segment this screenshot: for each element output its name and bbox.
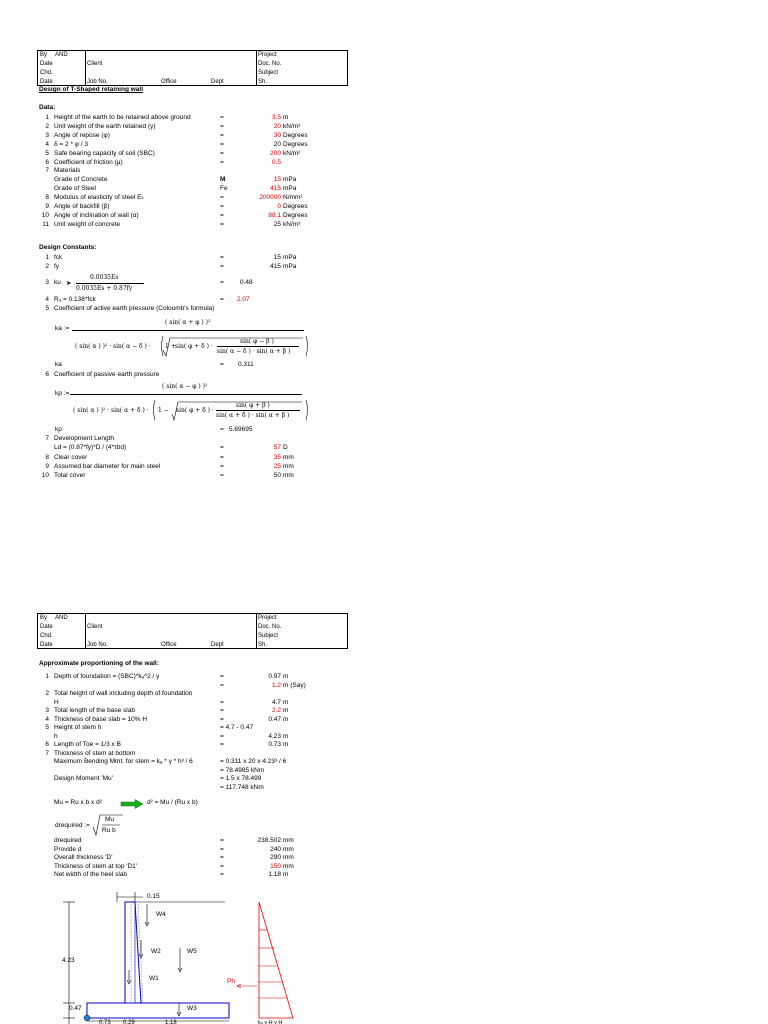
cell-n: 11 <box>42 220 49 228</box>
cell-u: m <box>283 871 289 878</box>
cell-n: 2 <box>45 122 49 130</box>
ka-numerator: ( sin( α + φ ) )² <box>165 319 211 326</box>
cell-u: mPa <box>283 185 297 193</box>
stem-dim-label: 0.29 <box>123 1020 135 1024</box>
client-label: Client <box>87 61 103 67</box>
cell-n: 7 <box>45 435 49 442</box>
cell-v: 0.47 <box>268 715 281 723</box>
w5-label: W5 <box>187 948 197 955</box>
earth-pressure-triangle <box>259 902 293 1018</box>
cell-d: Grade of Steel <box>54 185 96 193</box>
cell-n: 8 <box>45 194 49 202</box>
row-data-rows-12 <box>37 220 357 229</box>
cell-d: Height of the earth to be retained above ground <box>54 114 191 121</box>
green-arrow-icon <box>120 799 144 809</box>
ka-inner-a: sin( φ + δ ) · <box>175 343 213 350</box>
cell-d: Unit weight of concrete <box>54 220 121 228</box>
toe-pivot-point <box>84 1015 90 1021</box>
constants-heading: Design Constants: <box>39 244 97 251</box>
ka-result-eq: = <box>220 361 224 368</box>
cell-d: H <box>54 698 59 706</box>
cell-v: 1.2 <box>271 681 281 689</box>
cell-d: Modulus of elasticity of steel Eₛ <box>54 194 144 202</box>
top-dim-label: 0.15 <box>147 893 160 900</box>
row-data-rows-9 <box>37 193 357 202</box>
row-tail-rows-0 <box>37 434 357 443</box>
cell-eq: = <box>220 715 224 723</box>
client-label: Client <box>87 624 103 630</box>
cell-v: 25 <box>273 462 281 470</box>
cell-eq: M <box>220 176 226 184</box>
row-tail-rows-1 <box>37 443 357 452</box>
kp-result-value: 5.69695 <box>229 426 253 433</box>
cell-n: 2 <box>45 690 49 697</box>
docno-label: Doc. No. <box>258 61 282 67</box>
ku-denominator: 0.0035Es + 0.87fy <box>76 285 133 292</box>
cell-d: Unit weight of the earth retained (γ) <box>54 122 156 130</box>
base-dim-label: 0.47 <box>69 1005 82 1012</box>
row-data-rows-10 <box>37 202 357 211</box>
ka-result-label: ka <box>55 361 62 368</box>
row-data-rows-6 <box>37 166 357 175</box>
cell-u: m <box>283 673 289 680</box>
cell-eq: = <box>220 220 224 228</box>
w4-label: W4 <box>156 911 166 918</box>
cell-eq: = <box>220 862 224 870</box>
kp-denominator-a: ( sin( α ) )² · sin( α + δ ) · <box>73 407 149 414</box>
cell-v: 238.502 <box>257 837 281 844</box>
row-tail-rows-2 <box>37 453 357 462</box>
cell-n: 5 <box>45 724 49 731</box>
cell-u: D <box>283 444 288 452</box>
cell-v: 20 <box>273 122 281 130</box>
kp-radical-brackets <box>152 396 310 424</box>
cell-u: Degrees <box>283 131 308 139</box>
cell-v: 25 <box>273 220 281 228</box>
office-label: Office <box>161 79 177 85</box>
cell-n: 6 <box>45 741 49 748</box>
constant-row-5: 5 Coefficient of active earth pressure (Coloumb's formula) <box>45 305 215 312</box>
cell-u: m <box>283 698 289 706</box>
cell-v: 1.18 <box>268 871 281 878</box>
cell-n: 6 <box>45 158 49 166</box>
by-label: By <box>40 52 48 58</box>
docno-label: Doc. No. <box>258 624 282 630</box>
cell-eq: = <box>220 698 224 706</box>
cell-eq: = <box>220 158 224 166</box>
constant-row-6: 6 Coefficient of passive earth pressure <box>45 371 160 378</box>
cell-d: Clear cover <box>54 453 88 461</box>
sh-label: Sh. <box>258 642 268 648</box>
cell-eq: = <box>220 114 224 121</box>
ka-fraction-bar <box>72 330 304 331</box>
cell-d: Design Moment 'Mu' <box>54 775 113 782</box>
jobno-label: Job No. <box>87 79 108 85</box>
cell-d: Length of Toe = 1/3 x B <box>54 741 121 748</box>
cell-v: 200 <box>270 149 281 157</box>
cell-eq: = <box>220 472 224 480</box>
ka-lhs: ka := <box>55 325 70 332</box>
row-data-rows-5 <box>37 158 357 167</box>
cell-d: Assumed bar diameter for main steel <box>54 462 161 470</box>
constant-row-1: 1 fck = 15 mPa <box>45 254 297 261</box>
cell-u: Degrees <box>283 211 308 219</box>
cell-u: mm <box>283 854 294 861</box>
cell-d: Coefficient of friction (μ) <box>54 158 123 166</box>
cell-u: mm <box>283 845 294 853</box>
dreq-denominator: Ru b <box>102 827 116 834</box>
kp-result-eq: = <box>220 426 224 433</box>
cell-n: 7 <box>45 167 49 175</box>
cell-d: Materials <box>54 167 81 175</box>
w3-label: W3 <box>187 1005 197 1012</box>
cell-v: 0.97 <box>268 673 281 680</box>
cell-u: mm <box>283 862 294 870</box>
chd-label: Chd. <box>40 633 53 639</box>
jobno-label: Job No. <box>87 642 108 648</box>
toe-dim-label: 0.73 <box>99 1020 111 1024</box>
row-data-rows-7 <box>37 175 357 184</box>
cell-v: 57 <box>273 444 281 452</box>
by-value: AND <box>55 615 68 621</box>
cell-n: 9 <box>45 203 49 210</box>
row-tail-rows-3 <box>37 462 357 471</box>
cell-v: 15 <box>273 176 281 184</box>
cell-d: Angle of backfill (β) <box>54 203 110 210</box>
kp-result-label: kp <box>55 426 62 433</box>
base-slab <box>87 1003 229 1018</box>
height-dim-label: 4.23 <box>62 957 75 964</box>
cell-d: Provide d <box>54 845 82 853</box>
cell-u: m <box>283 741 289 748</box>
cell-v: 2.2 <box>271 707 281 714</box>
cell-eq: = <box>220 203 224 210</box>
cell-d: drequired <box>54 837 82 844</box>
ku-value: 0.48 <box>240 279 253 286</box>
row-data-rows-0 <box>37 113 357 122</box>
cell-eq: = <box>220 211 224 219</box>
cell-n: 10 <box>41 472 49 480</box>
page1-title: Design of T-Shaped retaining wall <box>39 86 144 93</box>
cell-n: 5 <box>45 149 49 157</box>
ku-numerator: 0.0035Es <box>90 274 119 281</box>
cell-n: 3 <box>45 707 49 714</box>
cell-eq: = <box>220 732 224 740</box>
page2-header-box <box>37 613 348 649</box>
cell-u: m <box>283 707 289 714</box>
cell-eq: = <box>220 194 224 202</box>
ku-eq: = <box>220 279 224 286</box>
cell-eq: = <box>220 149 224 157</box>
dreq-numerator: Mu <box>105 816 115 823</box>
cell-n: 8 <box>45 453 49 461</box>
dept-label: Dept <box>211 79 224 85</box>
cell-d: Thickness of stem at top 'D1' <box>54 862 138 870</box>
cell-v: 290 <box>270 854 281 861</box>
heel-dim-label: 1.18 <box>165 1020 177 1024</box>
d2-equation: d² = Mu / (Ru x b) <box>147 799 198 806</box>
cell-v: 0.73 <box>268 741 281 748</box>
row-data-rows-3 <box>37 140 357 149</box>
row-data-rows-2 <box>37 131 357 140</box>
ka-result-value: 0.311 <box>238 361 254 368</box>
cell-eq: = 78.4985 kNm <box>220 766 265 774</box>
cell-v: 150 <box>270 862 281 870</box>
cell-n: 3 <box>45 131 49 139</box>
kp-lhs: kp := <box>55 390 70 397</box>
cell-u: kN/m³ <box>283 122 301 130</box>
cell-d: Angle of repose (φ) <box>54 131 110 139</box>
date-label: Date <box>40 61 53 67</box>
ph-label: Ph <box>227 978 235 985</box>
kp-inner-a: sin( φ + δ ) · <box>176 407 214 414</box>
date2-label: Date <box>40 79 53 85</box>
by-value: AND <box>55 52 68 58</box>
cell-n: 7 <box>45 749 49 757</box>
cell-d: Ld = (0.87*fy)*D / (4*τbd) <box>54 444 127 452</box>
cell-v: 0.5 <box>271 158 281 166</box>
date-label: Date <box>40 624 53 630</box>
row-data-rows-1 <box>37 122 357 131</box>
cell-v: 200000 <box>259 194 281 202</box>
cell-d: Maximum Bending Mmt. for stem = kₐ * γ * h³ / 6 <box>54 758 193 765</box>
cell-d: Total height of wall including depth of foundation <box>54 690 193 697</box>
cell-eq: Fe <box>220 185 228 193</box>
ka-inner-denominator: sin( α − δ ) · sin( α + β ) <box>217 348 291 355</box>
cell-u: m <box>283 114 289 121</box>
cell-n: 4 <box>45 715 49 723</box>
cell-n: 1 <box>45 673 49 680</box>
cell-v: 0 <box>277 203 281 210</box>
row-data-rows-4 <box>37 149 357 158</box>
cell-u: kN/m² <box>283 149 301 157</box>
cell-d: Thickness of stem at bottom <box>54 749 136 757</box>
cell-v: 30 <box>273 131 281 139</box>
cell-d: h <box>54 732 58 740</box>
cell-u: m (Say) <box>283 681 306 689</box>
cell-d: Safe bearing capacity of soil (SBC) <box>54 149 155 157</box>
cell-v: 415 <box>270 185 281 193</box>
cell-u: mm <box>283 453 294 461</box>
subject-label: Subject <box>258 633 279 639</box>
kp-inner-numerator: sin( φ + β ) <box>236 402 270 409</box>
w2-label: W2 <box>151 948 161 955</box>
cell-eq: = <box>220 131 224 139</box>
office-label: Office <box>161 642 177 648</box>
kp-fraction-bar <box>70 394 302 395</box>
cell-v: 4.7 <box>271 698 281 706</box>
cell-eq: = <box>220 871 224 878</box>
date2-label: Date <box>40 642 53 648</box>
cell-eq: = <box>220 453 224 461</box>
retaining-wall-diagram <box>55 890 315 1024</box>
row-tail-rows-4 <box>37 471 357 480</box>
cell-v: 88.1 <box>268 211 281 219</box>
row-p2-rows2-4 <box>37 870 357 879</box>
cell-u: m <box>283 732 289 740</box>
cell-u: mm <box>283 472 294 480</box>
cell-eq: = 4.7 - 0.47 <box>220 724 254 731</box>
project-label: Project <box>258 52 277 58</box>
cell-v: 240 <box>270 845 281 853</box>
cell-eq: = <box>220 444 224 452</box>
ka-denominator-a: ( sin( α ) )² · sin( α − δ ) · <box>75 343 151 350</box>
cell-v: 3.5 <box>271 114 281 121</box>
mu-equation: Mu = Ru x b x d² <box>54 799 102 806</box>
cell-eq: = <box>220 462 224 470</box>
cell-v: 50 <box>273 472 281 480</box>
cell-d: Total cover <box>54 472 86 480</box>
dreq-lhs: drequired := <box>55 822 90 829</box>
dept-label: Dept <box>211 642 224 648</box>
data-heading: Data: <box>39 104 56 111</box>
cell-eq: = <box>220 837 224 844</box>
cell-v: 20 <box>273 140 281 148</box>
ku-fraction-bar <box>76 283 144 284</box>
cell-eq: = <box>220 681 224 689</box>
cell-d: Height of stem h <box>54 724 102 731</box>
cell-eq: = 1.5 x 78.499 <box>220 775 262 782</box>
cell-u: mm <box>283 462 294 470</box>
project-label: Project <box>258 615 277 621</box>
row-data-rows-11 <box>37 211 357 220</box>
kp-numerator: ( sin( α − φ ) )² <box>162 383 208 390</box>
constant-3-number: 3 <box>45 279 49 286</box>
cell-eq: = <box>220 854 224 861</box>
page1-header-box <box>37 50 348 86</box>
cell-u: kN/m³ <box>283 220 301 228</box>
cell-d: δ = 2 * φ / 3 <box>54 140 89 148</box>
pressure-base-label: kₐ γ H γ H <box>258 1020 283 1024</box>
chd-label: Chd. <box>40 70 53 76</box>
ku-label: ku <box>54 279 61 286</box>
kp-denominator-b: 1 − <box>158 407 169 414</box>
ka-denominator-b: 1 + <box>165 343 176 350</box>
cell-u: mPa <box>283 176 297 184</box>
w1-label: W1 <box>149 975 159 982</box>
ka-inner-numerator: sin( φ − β ) <box>240 338 274 345</box>
cell-d: Angle of inclination of wall (α) <box>54 211 139 219</box>
row-p2-rows-13 <box>37 783 357 792</box>
subject-label: Subject <box>258 70 279 76</box>
cell-n: 10 <box>41 211 49 219</box>
cell-u: N/mm² <box>283 194 303 202</box>
cell-u: Degrees <box>283 203 308 210</box>
constant-row-4: 4 Rᵤ = 0.138*fck = 2.07 <box>45 296 250 303</box>
cell-v: 35 <box>273 453 281 461</box>
cell-d: Total length of the base slab <box>54 707 135 714</box>
constant-row-2: 2 fy = 415 mPa <box>45 263 297 270</box>
cell-d: Net width of the heel slab <box>54 871 127 878</box>
assign-arrow: ➤ <box>66 280 72 287</box>
cell-u: Degrees <box>283 140 308 148</box>
cell-v: 4.23 <box>268 732 281 740</box>
cell-eq: = <box>220 707 224 714</box>
cell-eq: = 0.311 x 20 x 4.23³ / 6 <box>220 758 287 765</box>
cell-n: 9 <box>45 462 49 470</box>
cell-n: 1 <box>45 114 49 121</box>
cell-d: Overall thickness 'D' <box>54 854 113 861</box>
cell-d: Development Length <box>54 435 114 442</box>
cell-eq: = <box>220 741 224 748</box>
cell-d: Grade of Concrete <box>54 176 108 184</box>
cell-eq: = <box>220 673 224 680</box>
sh-label: Sh. <box>258 79 268 85</box>
cell-d: Thickness of base slab = 10% H <box>54 715 148 723</box>
row-data-rows-8 <box>37 184 357 193</box>
cell-eq: = 117.748 kNm <box>220 783 264 791</box>
cell-u: mm <box>283 837 294 844</box>
cell-n: 4 <box>45 140 49 148</box>
cell-eq: = <box>220 140 224 148</box>
cell-eq: = <box>220 845 224 853</box>
proportioning-heading: Approximate proportioning of the wall: <box>39 660 159 667</box>
kp-inner-denominator: sin( α + δ ) · sin( α + β ) <box>216 412 290 419</box>
ka-radical-brackets <box>160 332 310 360</box>
cell-eq: = <box>220 122 224 130</box>
cell-u: m <box>283 715 289 723</box>
cell-d: Depth of foundation = (SBC)*kₐ^2 / γ <box>54 673 160 680</box>
by-label: By <box>40 615 48 621</box>
